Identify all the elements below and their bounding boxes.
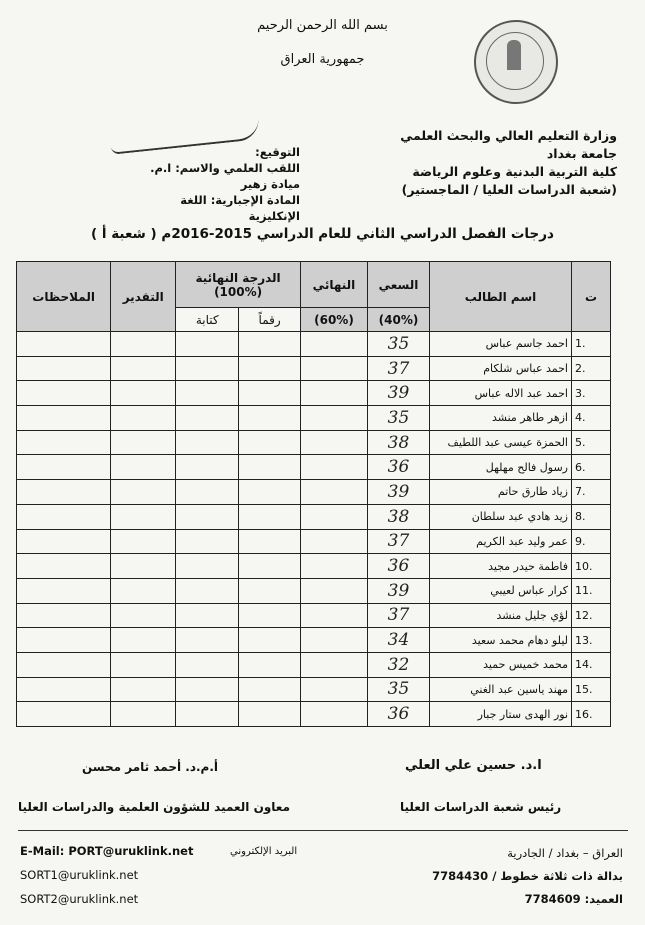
row-final-score bbox=[300, 406, 367, 431]
row-student-name: احمد عبد الاله عباس bbox=[430, 381, 572, 406]
email-tertiary: SORT2@uruklink.net bbox=[20, 892, 139, 906]
row-total-words bbox=[176, 554, 239, 579]
basmala: بسم الله الرحمن الرحيم bbox=[257, 18, 388, 33]
row-student-name: مهند ياسين عبد الغني bbox=[430, 677, 572, 702]
email-label: البريد الإلكتروني bbox=[230, 846, 298, 857]
row-student-name: زيد هادي عبد سلطان bbox=[430, 504, 572, 529]
row-effort-score: 36 bbox=[368, 455, 430, 480]
row-notes bbox=[17, 652, 111, 677]
col-grade: التقدير bbox=[111, 262, 176, 332]
row-effort-score: 36 bbox=[368, 554, 430, 579]
table-row bbox=[17, 480, 611, 505]
col-total-digits: رقماً bbox=[239, 308, 301, 332]
row-final-score bbox=[300, 430, 367, 455]
row-grade bbox=[111, 603, 176, 628]
row-effort-score: 39 bbox=[368, 578, 430, 603]
college-line: كلية التربية البدنية وعلوم الرياضة bbox=[412, 164, 617, 179]
subject-name: المادة الإجبارية: اللغة الإنكليزية bbox=[180, 193, 300, 223]
row-student-name: كرار عباس لعيبي bbox=[430, 578, 572, 603]
row-seq: 4. bbox=[572, 406, 611, 431]
row-effort-score: 36 bbox=[368, 702, 430, 727]
row-final-score bbox=[300, 455, 367, 480]
col-name: اسم الطالب bbox=[430, 262, 572, 332]
row-seq: 14. bbox=[572, 652, 611, 677]
row-final-score bbox=[300, 529, 367, 554]
row-grade bbox=[111, 529, 176, 554]
row-grade bbox=[111, 504, 176, 529]
row-total-digits bbox=[239, 480, 301, 505]
row-grade bbox=[111, 455, 176, 480]
table-row bbox=[17, 603, 611, 628]
row-grade bbox=[111, 332, 176, 357]
department-line: (شعبة الدراسات العليا / الماجستير) bbox=[401, 182, 617, 197]
row-notes bbox=[17, 332, 111, 357]
row-total-words bbox=[176, 652, 239, 677]
row-final-score bbox=[300, 578, 367, 603]
row-final-score bbox=[300, 381, 367, 406]
left-signatory: أ.م.د. أحمد ثامر محسن bbox=[82, 760, 219, 774]
row-effort-score: 37 bbox=[368, 356, 430, 381]
row-effort-score: 37 bbox=[368, 603, 430, 628]
row-student-name: زياد طارق حاتم bbox=[430, 480, 572, 505]
row-seq: 3. bbox=[572, 381, 611, 406]
row-seq: 8. bbox=[572, 504, 611, 529]
row-total-words bbox=[176, 702, 239, 727]
row-grade bbox=[111, 677, 176, 702]
row-total-words bbox=[176, 455, 239, 480]
row-student-name: احمد عباس شلكام bbox=[430, 356, 572, 381]
row-total-words bbox=[176, 406, 239, 431]
row-student-name: رسول فالح مهلهل bbox=[430, 455, 572, 480]
row-seq: 16. bbox=[572, 702, 611, 727]
table-row bbox=[17, 430, 611, 455]
row-total-words bbox=[176, 578, 239, 603]
row-total-digits bbox=[239, 628, 301, 653]
row-grade bbox=[111, 406, 176, 431]
row-grade bbox=[111, 430, 176, 455]
row-notes bbox=[17, 406, 111, 431]
dean-phone: العميد: 7784609 bbox=[524, 892, 623, 906]
row-notes bbox=[17, 455, 111, 480]
row-effort-score: 35 bbox=[368, 332, 430, 357]
university-line: جامعة بغداد bbox=[546, 146, 617, 161]
row-notes bbox=[17, 603, 111, 628]
row-final-score bbox=[300, 677, 367, 702]
table-row bbox=[17, 578, 611, 603]
col-final: النهائي bbox=[300, 262, 367, 308]
row-seq: 15. bbox=[572, 677, 611, 702]
row-grade bbox=[111, 578, 176, 603]
row-final-score bbox=[300, 702, 367, 727]
row-grade bbox=[111, 356, 176, 381]
university-logo-icon bbox=[474, 20, 558, 104]
table-row bbox=[17, 554, 611, 579]
row-effort-score: 37 bbox=[368, 529, 430, 554]
table-row bbox=[17, 677, 611, 702]
row-seq: 11. bbox=[572, 578, 611, 603]
row-total-digits bbox=[239, 702, 301, 727]
row-total-digits bbox=[239, 578, 301, 603]
right-signatory: ا.د. حسين علي العلي bbox=[405, 758, 542, 773]
row-notes bbox=[17, 677, 111, 702]
row-effort-score: 38 bbox=[368, 430, 430, 455]
row-effort-score: 35 bbox=[368, 677, 430, 702]
row-total-words bbox=[176, 356, 239, 381]
row-final-score bbox=[300, 504, 367, 529]
col-total: الدرجة النهائية (100%) bbox=[176, 262, 301, 308]
col-effort: السعي bbox=[368, 262, 430, 308]
table-row bbox=[17, 702, 611, 727]
email-line: E-Mail: PORT@uruklink.net bbox=[20, 844, 194, 858]
col-final-weight: (60%) bbox=[300, 308, 367, 332]
row-student-name: احمد جاسم عباس bbox=[430, 332, 572, 357]
row-notes bbox=[17, 702, 111, 727]
col-notes: الملاحظات bbox=[17, 262, 111, 332]
table-row bbox=[17, 381, 611, 406]
row-student-name: نور الهدى ستار جبار bbox=[430, 702, 572, 727]
table-row bbox=[17, 652, 611, 677]
address: العراق – بغداد / الجادرية bbox=[507, 846, 623, 860]
signature-block bbox=[130, 144, 300, 224]
col-effort-weight: (40%) bbox=[368, 308, 430, 332]
row-final-score bbox=[300, 628, 367, 653]
row-total-digits bbox=[239, 529, 301, 554]
row-final-score bbox=[300, 554, 367, 579]
row-final-score bbox=[300, 332, 367, 357]
grades-table bbox=[16, 261, 611, 727]
row-total-digits bbox=[239, 603, 301, 628]
row-total-digits bbox=[239, 677, 301, 702]
row-effort-score: 34 bbox=[368, 628, 430, 653]
row-total-digits bbox=[239, 381, 301, 406]
row-seq: 10. bbox=[572, 554, 611, 579]
row-seq: 7. bbox=[572, 480, 611, 505]
row-student-name: عمر وليد عبد الكريم bbox=[430, 529, 572, 554]
row-effort-score: 39 bbox=[368, 480, 430, 505]
footer-divider bbox=[18, 830, 628, 831]
row-notes bbox=[17, 504, 111, 529]
row-grade bbox=[111, 702, 176, 727]
row-total-words bbox=[176, 504, 239, 529]
row-student-name: الحمزة عيسى عبد اللطيف bbox=[430, 430, 572, 455]
row-effort-score: 32 bbox=[368, 652, 430, 677]
row-notes bbox=[17, 628, 111, 653]
row-total-digits bbox=[239, 652, 301, 677]
right-role: رئيس شعبة الدراسات العليا bbox=[400, 800, 562, 814]
row-total-words bbox=[176, 529, 239, 554]
row-seq: 6. bbox=[572, 455, 611, 480]
table-row bbox=[17, 529, 611, 554]
row-seq: 13. bbox=[572, 628, 611, 653]
table-row bbox=[17, 332, 611, 357]
table-row bbox=[17, 628, 611, 653]
row-total-digits bbox=[239, 406, 301, 431]
table-row bbox=[17, 455, 611, 480]
row-grade bbox=[111, 480, 176, 505]
row-final-score bbox=[300, 356, 367, 381]
row-student-name: ليلو دهام محمد سعيد bbox=[430, 628, 572, 653]
row-effort-score: 39 bbox=[368, 381, 430, 406]
row-total-words bbox=[176, 381, 239, 406]
row-student-name: ازهر طاهر منشد bbox=[430, 406, 572, 431]
row-effort-score: 38 bbox=[368, 504, 430, 529]
signature-label: التوقيع: bbox=[255, 145, 300, 159]
row-student-name: لؤي جليل منشد bbox=[430, 603, 572, 628]
row-notes bbox=[17, 578, 111, 603]
row-final-score bbox=[300, 652, 367, 677]
ministry-block bbox=[400, 127, 617, 199]
row-notes bbox=[17, 356, 111, 381]
row-grade bbox=[111, 381, 176, 406]
row-total-digits bbox=[239, 356, 301, 381]
row-total-words bbox=[176, 677, 239, 702]
row-student-name: فاطمة حيدر مجيد bbox=[430, 554, 572, 579]
table-row bbox=[17, 504, 611, 529]
republic-title: جمهورية العراق bbox=[280, 52, 365, 67]
table-row bbox=[17, 406, 611, 431]
row-notes bbox=[17, 529, 111, 554]
page-title: درجات الفصل الدراسي الثاني للعام الدراسي 2015-2016م ( شعبة أ ) bbox=[91, 226, 554, 242]
row-total-digits bbox=[239, 554, 301, 579]
col-seq: ت bbox=[572, 262, 611, 332]
teacher-name: اللقب العلمي والاسم: ا.م. ميادة زهير bbox=[150, 161, 300, 191]
row-final-score bbox=[300, 480, 367, 505]
row-seq: 9. bbox=[572, 529, 611, 554]
row-seq: 1. bbox=[572, 332, 611, 357]
row-seq: 2. bbox=[572, 356, 611, 381]
row-notes bbox=[17, 430, 111, 455]
row-total-words bbox=[176, 628, 239, 653]
row-total-words bbox=[176, 480, 239, 505]
row-grade bbox=[111, 628, 176, 653]
row-total-digits bbox=[239, 430, 301, 455]
row-notes bbox=[17, 554, 111, 579]
row-total-words bbox=[176, 430, 239, 455]
row-grade bbox=[111, 554, 176, 579]
col-total-words: كتابة bbox=[176, 308, 239, 332]
email-secondary: SORT1@uruklink.net bbox=[20, 868, 139, 882]
switchboard: بدالة ذات ثلاثة خطوط / 7784430 bbox=[432, 869, 623, 883]
ministry-line: وزارة التعليم العالي والبحث العلمي bbox=[400, 128, 617, 143]
row-notes bbox=[17, 381, 111, 406]
row-effort-score: 35 bbox=[368, 406, 430, 431]
row-total-digits bbox=[239, 455, 301, 480]
row-notes bbox=[17, 480, 111, 505]
row-student-name: محمد خميس حميد bbox=[430, 652, 572, 677]
row-total-digits bbox=[239, 332, 301, 357]
row-final-score bbox=[300, 603, 367, 628]
row-total-words bbox=[176, 332, 239, 357]
table-row bbox=[17, 356, 611, 381]
row-total-words bbox=[176, 603, 239, 628]
row-total-digits bbox=[239, 504, 301, 529]
row-grade bbox=[111, 652, 176, 677]
row-seq: 12. bbox=[572, 603, 611, 628]
left-role: معاون العميد للشؤون العلمية والدراسات العليا bbox=[18, 800, 291, 814]
row-seq: 5. bbox=[572, 430, 611, 455]
